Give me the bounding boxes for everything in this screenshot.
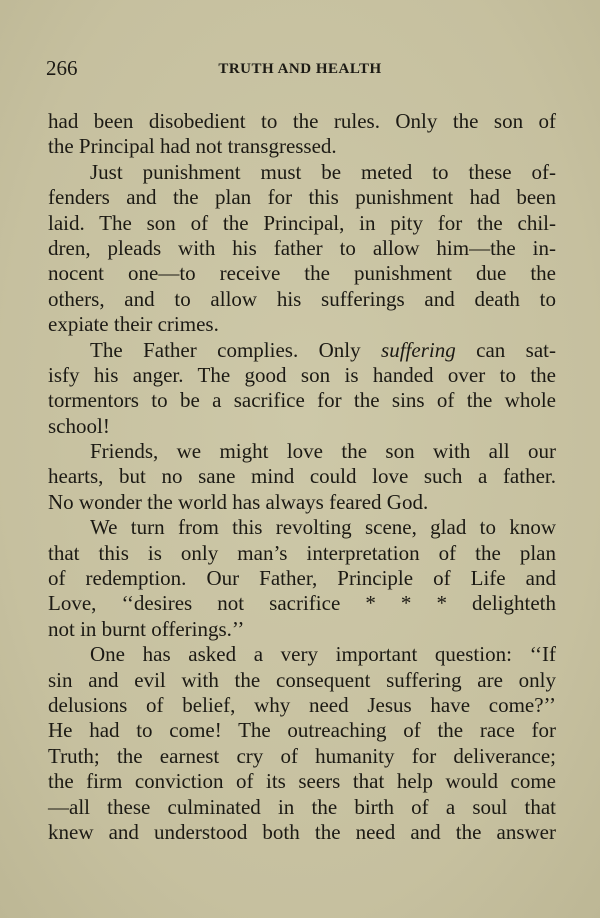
text-line: of redemption. Our Father, Principle of Life and xyxy=(48,566,556,591)
text-line: delusions of belief, why need Jesus have come?’’ xyxy=(48,692,556,717)
text-line: hearts, but no sane mind could love such a father. xyxy=(48,464,556,489)
text-line: nocent one—to receive the punishment due the xyxy=(48,261,556,286)
text-line: No wonder the world has always feared God. xyxy=(48,489,429,514)
text-line: the firm conviction of its seers that help would come xyxy=(48,769,556,794)
text-line: school! xyxy=(48,413,110,438)
text-line: tormentors to be a sacrifice for the sins of the whole xyxy=(48,388,556,413)
text-line: Truth; the earnest cry of humanity for deliverance; xyxy=(48,743,556,768)
text-line: sin and evil with the consequent suffering are only xyxy=(48,667,556,692)
body-text xyxy=(48,109,556,845)
running-title: TRUTH AND HEALTH xyxy=(218,61,382,77)
italic-word: suffering xyxy=(381,337,456,362)
text-line: He had to come! The outreaching of the race for xyxy=(48,718,556,743)
text-line: dren, pleads with his father to allow him—the in- xyxy=(48,235,556,260)
text-line: others, and to allow his sufferings and death to xyxy=(48,286,556,311)
text-line: expiate their crimes. xyxy=(48,312,219,337)
text-segment: can sat- xyxy=(455,337,556,362)
text-line: isfy his anger. The good son is handed over to the xyxy=(48,362,556,387)
text-line: We turn from this revolting scene, glad to know xyxy=(90,515,556,540)
text-line: Just punishment must be meted to these of- xyxy=(90,159,556,184)
text-line: the Principal had not transgressed. xyxy=(48,134,337,159)
text-line: fenders and the plan for this punishment had been xyxy=(48,185,556,210)
text-line: knew and understood both the need and the answer xyxy=(48,819,556,844)
text-line: laid. The son of the Principal, in pity for the chil- xyxy=(48,210,556,235)
text-segment: The Father complies. Only xyxy=(90,337,382,362)
text-line: that this is only man’s interpretation of the plan xyxy=(48,540,556,565)
page-number: 266 xyxy=(46,56,78,80)
text-line: Love, ‘‘desires not sacrifice * * * delighteth xyxy=(48,591,556,616)
text-line: One has asked a very important question: ‘‘If xyxy=(90,642,556,667)
text-line: —all these culminated in the birth of a soul that xyxy=(48,794,556,819)
text-line: had been disobedient to the rules. Only the son of xyxy=(48,109,556,133)
text-line: not in burnt offerings.’’ xyxy=(48,616,245,641)
text-line xyxy=(48,338,556,363)
text-line: Friends, we might love the son with all our xyxy=(90,439,556,464)
